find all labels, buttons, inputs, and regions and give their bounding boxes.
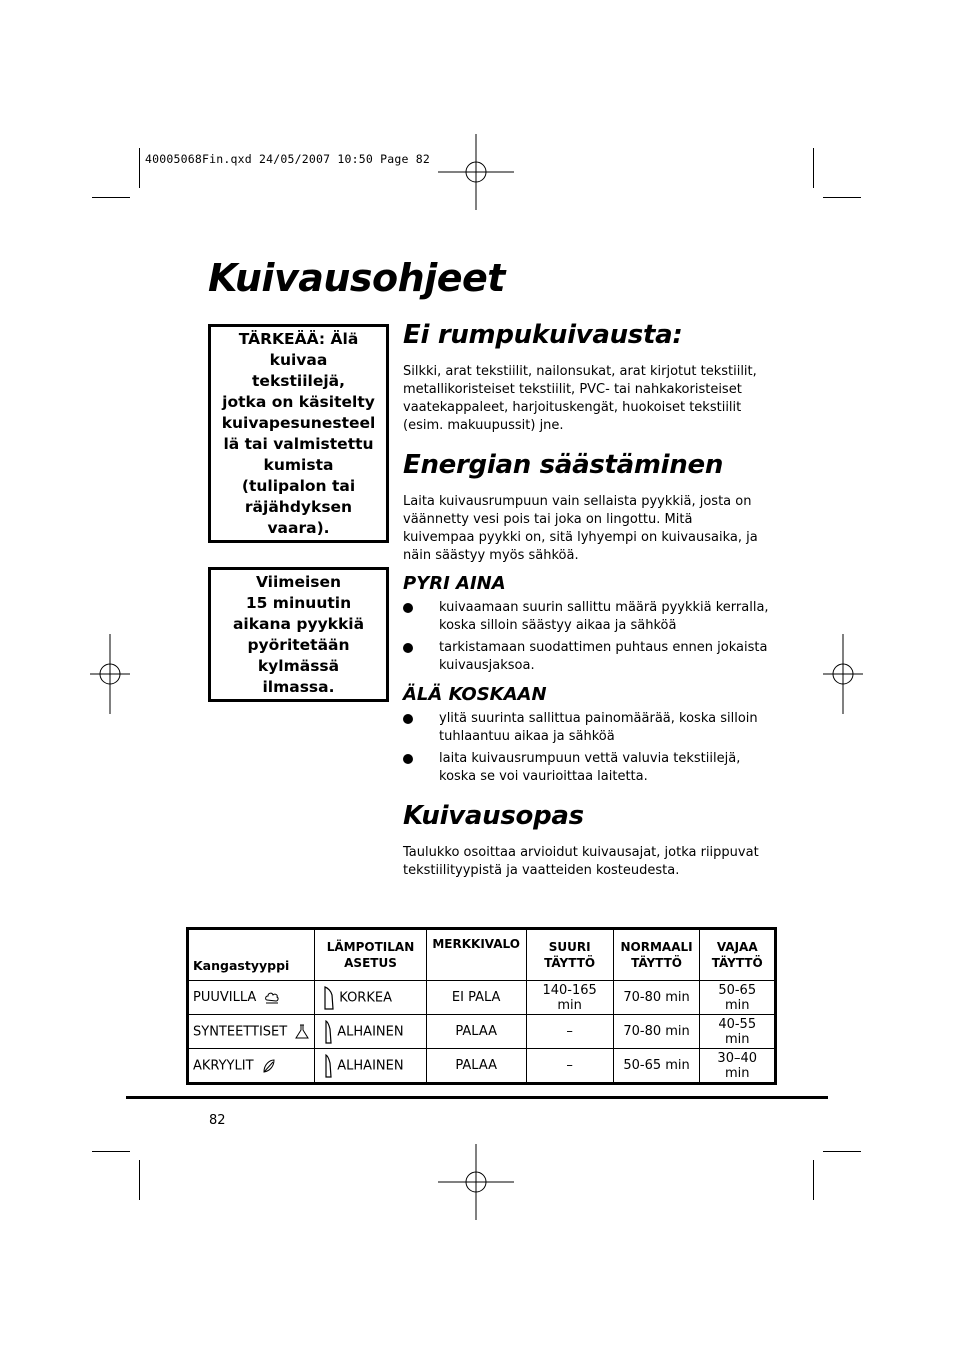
col-fabric: Kangastyyppi [188, 929, 315, 981]
always-item: kuivaamaan suurin sallittu määrä pyykkiä kerralla, koska silloin säästyy aikaa ja sähköä [439, 600, 769, 633]
full-load-cell: 140-165 min [526, 981, 613, 1015]
table-header-row [188, 929, 776, 981]
normal-load-cell: 70-80 min [613, 981, 700, 1015]
warning-line: vaara). [267, 518, 330, 537]
lamp-cell: EI PALA [426, 981, 526, 1015]
bullet-dot [403, 754, 413, 764]
registration-mark-icon [803, 634, 883, 714]
bullet-dot [403, 643, 413, 653]
low-heat-icon [323, 1019, 333, 1045]
warning-line: kuivaa tekstiilejä, [252, 350, 345, 390]
col-normal-line2: TÄYTTÖ [631, 956, 683, 970]
col-indicator-lamp: MERKKIVALO [426, 929, 526, 981]
heading-drying-guide: Kuivausopas [403, 801, 584, 831]
info-line: 15 minuutin [245, 593, 352, 612]
col-partial-line1: VAJAA [716, 940, 758, 954]
table-row [188, 1049, 776, 1084]
crop-mark [139, 148, 140, 188]
temperature-label: KORKEA [339, 990, 392, 1005]
heading-always: PYRI AINA [403, 573, 506, 594]
table-row [188, 1015, 776, 1049]
acrylic-leaf-icon [262, 1058, 276, 1074]
col-full-line2: TÄYTTÖ [544, 956, 596, 970]
info-line: Viimeisen [255, 572, 342, 591]
drying-table [186, 927, 777, 1085]
never-item: ylitä suurinta sallittua painomäärää, koska silloin tuhlaantuu aikaa ja sähköä [439, 711, 758, 744]
info-line: kylmässä ilmassa. [257, 656, 340, 696]
warning-line: (tulipalon tai [241, 476, 356, 495]
page-number: 82 [209, 1113, 226, 1128]
info-line: pyöritetään [247, 635, 350, 654]
table-row [188, 981, 776, 1015]
crop-mark [813, 1160, 814, 1200]
crop-mark [823, 197, 861, 198]
warning-line: kumista [263, 455, 334, 474]
col-temperature-line2: ASETUS [344, 956, 397, 970]
col-full-load [526, 929, 613, 981]
energy-text: Laita kuivausrumpuun vain sellaista pyykkiä, josta on väännetty vesi pois tai joka on lingottu. Mitä kuivempaa pyykki on, sitä lyhyempi on kuivausaika, ja näin säästyy myös sähköä. [403, 494, 758, 563]
heading-energy-saving: Energian säästäminen [403, 450, 724, 480]
crop-mark [823, 1151, 861, 1152]
registration-mark-icon [436, 1142, 516, 1222]
warning-line: TÄRKEÄÄ: Älä [238, 329, 359, 348]
temperature-cell [315, 981, 426, 1015]
warning-line: kuivapesunesteel [221, 413, 376, 432]
full-load-cell: – [526, 1049, 613, 1084]
col-normal-line1: NORMAALI [620, 940, 693, 954]
low-heat-icon [323, 1053, 333, 1079]
col-temperature [315, 929, 426, 981]
no-tumble-text: Silkki, arat tekstiilit, nailonsukat, arat kirjotut tekstiilit, metallikoristeiset tekstiilit, PVC- tai nahkakoristeiset vaatekappaleet, harjoituskengät, huokoiset tekstiilit (esim. makuupussit) jne. [403, 364, 757, 433]
partial-load-cell: 40-55 min [700, 1015, 776, 1049]
registration-mark-icon [436, 132, 516, 212]
crop-mark [813, 148, 814, 188]
bullet-dot [403, 603, 413, 613]
col-partial-load [700, 929, 776, 981]
normal-load-cell: 70-80 min [613, 1015, 700, 1049]
lamp-cell: PALAA [426, 1049, 526, 1084]
crop-mark [92, 197, 130, 198]
info-line: aikana pyykkiä [232, 614, 365, 633]
col-partial-line2: TÄYTTÖ [711, 956, 763, 970]
warning-line: lä tai valmistettu [223, 434, 374, 453]
lamp-cell: PALAA [426, 1015, 526, 1049]
temperature-cell [315, 1015, 426, 1049]
always-item: tarkistamaan suodattimen puhtaus ennen jokaista kuivausjaksoa. [439, 640, 768, 673]
footer-rule [126, 1096, 828, 1099]
heading-no-tumble: Ei rumpukuivausta: [403, 320, 683, 350]
fabric-label: SYNTEETTISET [193, 1024, 288, 1039]
warning-line: jotka on käsitelty [222, 392, 375, 411]
print-slug: 40005068Fin.qxd 24/05/2007 10:50 Page 82 [145, 152, 430, 166]
fabric-cell [188, 1049, 315, 1084]
warning-box-solvents [208, 324, 389, 543]
col-temperature-line1: LÄMPOTILAN [326, 940, 415, 954]
fabric-label: AKRYYLIT [193, 1058, 254, 1073]
full-load-cell: – [526, 1015, 613, 1049]
fabric-cell [188, 981, 315, 1015]
guide-text: Taulukko osoittaa arvioidut kuivausajat, jotka riippuvat tekstiilityypistä ja vaatteiden kosteudesta. [403, 845, 759, 878]
high-heat-icon [323, 985, 335, 1011]
crop-mark [92, 1151, 130, 1152]
page-title: Kuivausohjeet [208, 256, 505, 300]
partial-load-cell: 50-65 min [700, 981, 776, 1015]
heading-never: ÄLÄ KOSKAAN [403, 684, 547, 705]
bullet-dot [403, 714, 413, 724]
col-normal-load [613, 929, 700, 981]
synthetic-flask-icon [295, 1024, 309, 1040]
info-box-cool-tumble [208, 567, 389, 702]
never-item: laita kuivausrumpuun vettä valuvia tekstiilejä, koska se voi vaurioittaa laitetta. [439, 751, 741, 784]
fabric-cell [188, 1015, 315, 1049]
registration-mark-icon [70, 634, 150, 714]
warning-line: räjähdyksen [244, 497, 353, 516]
temperature-label: ALHAINEN [337, 1058, 404, 1073]
crop-mark [139, 1160, 140, 1200]
temperature-cell [315, 1049, 426, 1084]
normal-load-cell: 50-65 min [613, 1049, 700, 1084]
col-full-line1: SUURI [548, 940, 591, 954]
partial-load-cell: 30–40 min [700, 1049, 776, 1084]
temperature-label: ALHAINEN [337, 1024, 404, 1039]
cotton-symbol-icon [264, 991, 280, 1005]
fabric-label: PUUVILLA [193, 990, 257, 1005]
